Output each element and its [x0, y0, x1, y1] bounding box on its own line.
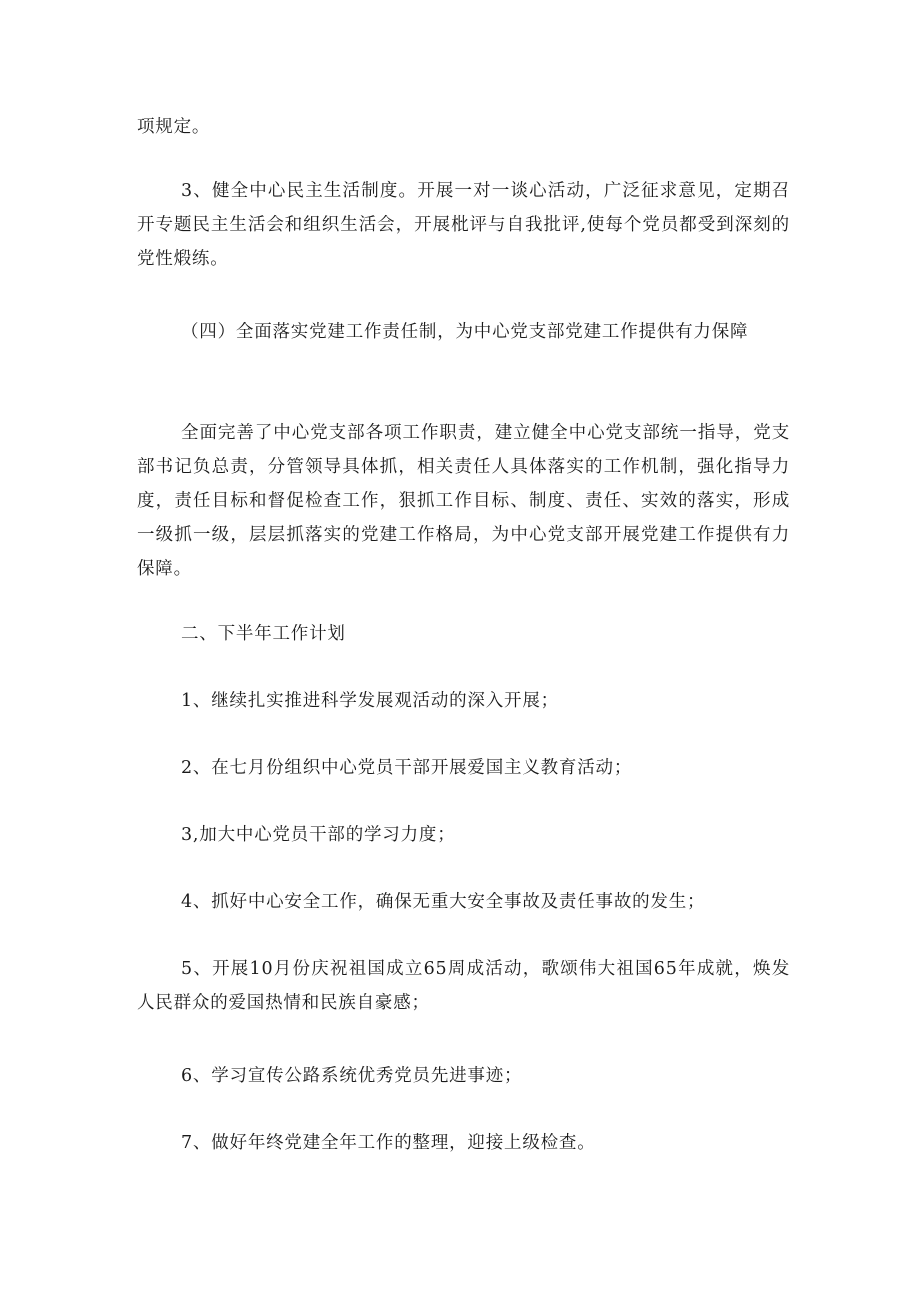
plan-item-7: 7、做好年终党建全年工作的整理，迎接上级检查。 — [181, 1133, 596, 1153]
plan-item-2: 2、在七月份组织中心党员干部开展爱国主义教育活动； — [181, 758, 633, 778]
section-heading-plan: 二、下半年工作计划 — [181, 624, 346, 644]
paragraph-continuation: 项规定。 — [137, 117, 211, 137]
plan-item-5: 5、开展10月份庆祝祖国成立65周成活动，歌颂伟大祖国65年成就，焕发人民群众的爱国热情和民族自豪感； — [137, 959, 790, 1013]
section-heading-four: （四）全面落实党建工作责任制，为中心党支部党建工作提供有力保障 — [181, 322, 749, 342]
plan-item-4: 4、抓好中心安全工作，确保无重大安全事故及责任事故的发生； — [181, 892, 706, 912]
plan-item-6: 6、学习宣传公路系统优秀党员先进事迹； — [181, 1066, 523, 1086]
paragraph-democratic-life: 3、健全中心民主生活制度。开展一对一谈心活动，广泛征求意见，定期召开专题民主生活会和组织生活会，开展枇评与自我批评,使每个党员都受到深刻的党性煅练。 — [137, 181, 790, 269]
plan-item-3: 3,加大中心党员干部的学习力度； — [181, 825, 456, 845]
paragraph-responsibility: 全面完善了中心党支部各项工作职责，建立健全中心党支部统一指导，党支部书记负总责，分管领导具体抓，相关责任人具体落实的工作机制，强化指导力度，责任目标和督促检查工作，狠抓工作目标、制度、责任、实效的落实，形成一级抓一级，层层抓落实的党建工作格局，为中心党支部开展党建工作提供有力保障。 — [137, 423, 790, 579]
plan-item-1: 1、继续扎实推进科学发展观活动的深入开展； — [181, 691, 559, 711]
